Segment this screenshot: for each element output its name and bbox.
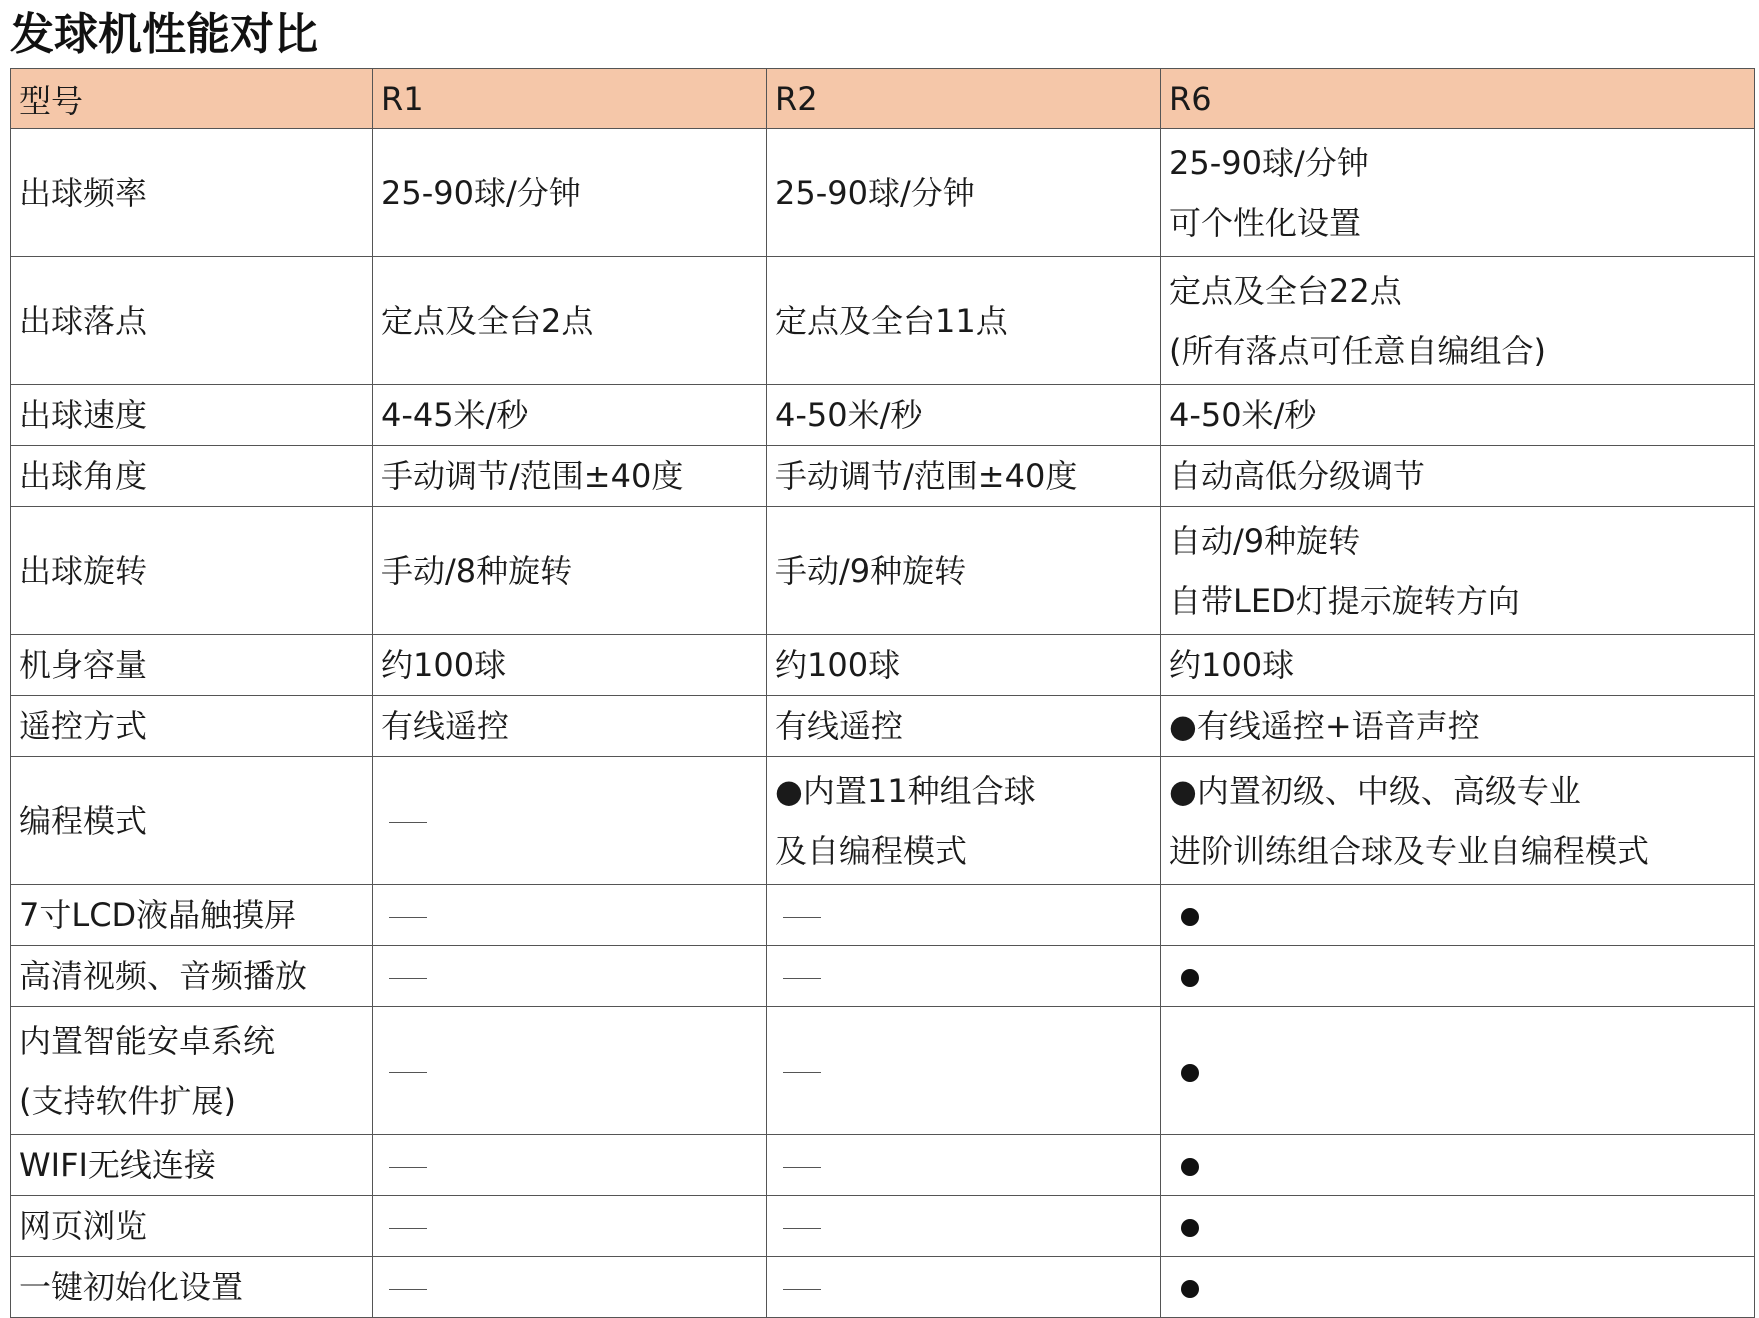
cell-text-line: 约100球 (775, 646, 901, 684)
cell-text-line: 有线遥控 (381, 707, 510, 745)
cell-r1 (373, 757, 767, 885)
cell-r1 (373, 385, 767, 446)
cell-text-line: (支持软件扩展) (19, 1082, 236, 1120)
cell-label (11, 1196, 373, 1257)
cell-text-line: 25-90球/分钟 (1169, 144, 1369, 182)
table-row (11, 1196, 1755, 1257)
cell-r6 (1161, 1007, 1755, 1135)
table-row (11, 257, 1755, 385)
not-available-dash (389, 1167, 427, 1168)
header-row (11, 69, 1755, 129)
cell-label (11, 257, 373, 385)
cell-r1 (373, 507, 767, 635)
cell-r2 (767, 446, 1161, 507)
cell-r6 (1161, 1257, 1755, 1318)
cell-label (11, 946, 373, 1007)
cell-label (11, 507, 373, 635)
header-r6: R6 (1161, 69, 1755, 129)
not-available-dash (783, 1072, 821, 1073)
cell-r1 (373, 696, 767, 757)
feature-dot-icon (1181, 908, 1199, 926)
cell-label (11, 385, 373, 446)
cell-r6 (1161, 257, 1755, 385)
cell-text-line: 定点及全台11点 (775, 301, 1008, 340)
cell-r6 (1161, 696, 1755, 757)
cell-text-line: 遥控方式 (19, 707, 148, 745)
cell-r1 (373, 1257, 767, 1318)
not-available-dash (389, 978, 427, 979)
not-available-dash (783, 1167, 821, 1168)
not-available-dash (389, 1228, 427, 1229)
not-available-dash (389, 822, 427, 823)
not-available-dash (783, 1289, 821, 1290)
cell-text-line: ●有线遥控+语音声控 (1169, 707, 1480, 745)
cell-label (11, 696, 373, 757)
cell-r2 (767, 1007, 1161, 1135)
header-r2: R2 (767, 69, 1161, 129)
cell-text-line: WIFI无线连接 (19, 1146, 216, 1184)
cell-text-line: 机身容量 (19, 646, 148, 684)
feature-dot-icon (1181, 969, 1199, 987)
cell-text-line: 出球频率 (19, 173, 148, 212)
cell-text-line: 自带LED灯提示旋转方向 (1169, 582, 1520, 620)
cell-r6 (1161, 385, 1755, 446)
header-model: 型号 (11, 69, 373, 129)
cell-r2 (767, 696, 1161, 757)
cell-r2 (767, 946, 1161, 1007)
cell-text-line: 出球旋转 (19, 551, 148, 590)
table-row (11, 446, 1755, 507)
cell-text-line: 约100球 (1169, 646, 1295, 684)
cell-label (11, 1007, 373, 1135)
cell-r2 (767, 1257, 1161, 1318)
cell-r1 (373, 1007, 767, 1135)
cell-r6 (1161, 446, 1755, 507)
table-row (11, 1257, 1755, 1318)
table-row (11, 757, 1755, 885)
cell-r2 (767, 635, 1161, 696)
cell-r2 (767, 1135, 1161, 1196)
cell-r2 (767, 257, 1161, 385)
cell-text-line: 4-50米/秒 (775, 396, 923, 434)
cell-text-line: 手动调节/范围±40度 (381, 457, 684, 495)
table-body (11, 129, 1755, 1318)
not-available-dash (783, 978, 821, 979)
table-row (11, 1135, 1755, 1196)
cell-r1 (373, 885, 767, 946)
cell-text-line: 可个性化设置 (1169, 204, 1362, 242)
cell-text-line: 定点及全台22点 (1169, 272, 1402, 310)
cell-text-line: 自动/9种旋转 (1169, 522, 1361, 560)
cell-text-line: 有线遥控 (775, 707, 904, 745)
cell-text-line: 约100球 (381, 646, 507, 684)
table-row (11, 885, 1755, 946)
feature-dot-icon (1181, 1158, 1199, 1176)
table-row (11, 1007, 1755, 1135)
cell-r6 (1161, 757, 1755, 885)
feature-dot-icon (1181, 1064, 1199, 1082)
cell-r6 (1161, 1135, 1755, 1196)
cell-text-line: 出球速度 (19, 396, 148, 434)
header-r1: R1 (373, 69, 767, 129)
cell-r6 (1161, 129, 1755, 257)
cell-text-line: 出球角度 (19, 457, 148, 495)
feature-dot-icon (1181, 1219, 1199, 1237)
cell-text-line: (所有落点可任意自编组合) (1169, 332, 1546, 370)
table-row (11, 696, 1755, 757)
cell-text-line: 进阶训练组合球及专业自编程模式 (1169, 832, 1650, 870)
cell-r6 (1161, 635, 1755, 696)
table-row (11, 946, 1755, 1007)
not-available-dash (783, 1228, 821, 1229)
cell-r1 (373, 446, 767, 507)
table-row (11, 385, 1755, 446)
cell-r1 (373, 946, 767, 1007)
cell-r2 (767, 129, 1161, 257)
cell-text-line: 4-45米/秒 (381, 396, 529, 434)
page-title: 发球机性能对比 (10, 9, 318, 60)
cell-r1 (373, 129, 767, 257)
cell-r6 (1161, 885, 1755, 946)
cell-text-line: 手动/8种旋转 (381, 551, 573, 590)
comparison-table (10, 68, 1755, 1318)
cell-r1 (373, 1135, 767, 1196)
cell-label (11, 1135, 373, 1196)
cell-label (11, 757, 373, 885)
cell-r2 (767, 757, 1161, 885)
cell-text-line: 手动/9种旋转 (775, 551, 967, 590)
table-row (11, 635, 1755, 696)
cell-text-line: 7寸LCD液晶触摸屏 (19, 896, 297, 934)
table-row (11, 129, 1755, 257)
not-available-dash (389, 917, 427, 918)
cell-r1 (373, 1196, 767, 1257)
cell-r2 (767, 885, 1161, 946)
table-row (11, 507, 1755, 635)
cell-text-line: 及自编程模式 (775, 832, 968, 870)
cell-label (11, 635, 373, 696)
cell-r6 (1161, 507, 1755, 635)
cell-label (11, 446, 373, 507)
cell-text-line: ●内置11种组合球 (775, 772, 1036, 810)
cell-r2 (767, 507, 1161, 635)
cell-text-line: 定点及全台2点 (381, 301, 594, 340)
cell-text-line: 内置智能安卓系统 (19, 1022, 276, 1060)
cell-label (11, 129, 373, 257)
cell-text-line: 25-90球/分钟 (381, 173, 581, 212)
not-available-dash (783, 917, 821, 918)
cell-r6 (1161, 946, 1755, 1007)
cell-label (11, 1257, 373, 1318)
cell-r2 (767, 1196, 1161, 1257)
cell-text-line: 高清视频、音频播放 (19, 957, 308, 995)
cell-text-line: 25-90球/分钟 (775, 173, 975, 212)
cell-text-line: 出球落点 (19, 301, 148, 340)
cell-text-line: 一键初始化设置 (19, 1268, 244, 1306)
cell-r6 (1161, 1196, 1755, 1257)
cell-label (11, 885, 373, 946)
cell-r1 (373, 635, 767, 696)
cell-text-line: ●内置初级、中级、高级专业 (1169, 772, 1581, 810)
cell-r2 (767, 385, 1161, 446)
not-available-dash (389, 1072, 427, 1073)
cell-r1 (373, 257, 767, 385)
feature-dot-icon (1181, 1280, 1199, 1298)
cell-text-line: 4-50米/秒 (1169, 396, 1317, 434)
cell-text-line: 网页浏览 (19, 1207, 148, 1245)
cell-text-line: 手动调节/范围±40度 (775, 457, 1078, 495)
cell-text-line: 自动高低分级调节 (1169, 457, 1426, 495)
not-available-dash (389, 1289, 427, 1290)
cell-text-line: 编程模式 (19, 801, 148, 840)
